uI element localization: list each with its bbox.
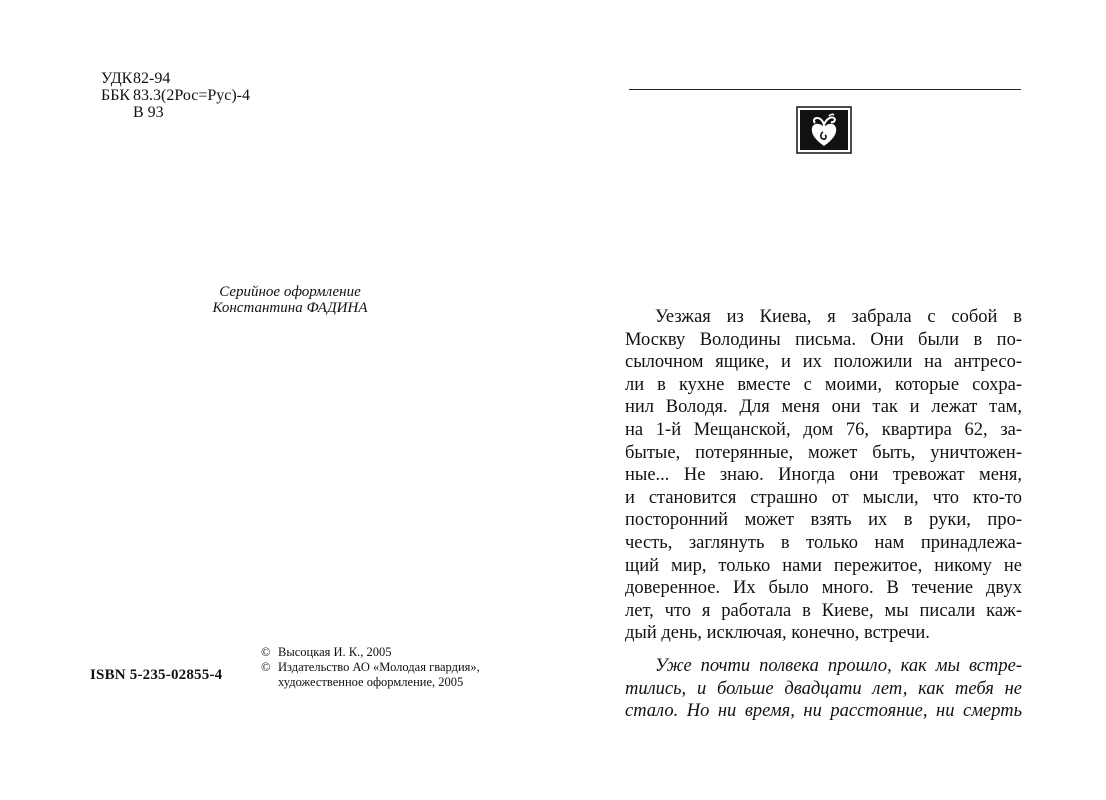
text-line: доверенное. Их было много. В течение двух: [625, 578, 1022, 599]
text-line: дый день, исключая, конечно, встречи.: [625, 623, 930, 644]
copyright-symbol: ©: [261, 645, 271, 659]
udk-row: [101, 70, 250, 87]
text-line: лет, что я работала в Киеве, мы писали каж-: [625, 600, 1022, 621]
classification-codes: [101, 70, 250, 121]
author-mark-label: [101, 104, 133, 121]
text-line: посторонний может взять их в руки, про-: [625, 510, 1022, 531]
series-line-1: Серийное оформление: [219, 284, 361, 300]
series-design-credit: [200, 284, 380, 316]
text-line: ные... Не знаю. Иногда они тревожат меня,: [625, 465, 1022, 486]
bbk-value: 83.3(2Рос=Рус)-4: [133, 87, 251, 104]
copyright-row-2: [261, 660, 480, 675]
copyright-block: [261, 645, 480, 690]
italic-line: Уже почти полвека прошло, как мы встре-: [655, 656, 1022, 676]
copyright-publisher: Издательство АО «Молодая гвардия»,: [278, 660, 480, 674]
text-line: ли в кухне вместе с моими, которые сохра-: [625, 374, 1022, 395]
text-line: Москву Володины письма. Они были в по-: [625, 329, 1022, 350]
italic-paragraph: [625, 655, 1022, 723]
bbk-row: [101, 87, 250, 104]
udk-value: 82-94: [133, 70, 171, 87]
copyright-author: Высоцкая И. К., 2005: [278, 645, 392, 659]
text-line: честь, заглянуть в только нам принадлежа-: [625, 532, 1022, 553]
udk-label: УДК: [101, 70, 133, 87]
top-rule-divider: [629, 89, 1021, 90]
text-line: бытые, потерянные, может быть, уничтожен-: [625, 442, 1022, 463]
copyright-symbol: ©: [261, 660, 271, 674]
isbn: ISBN 5-235-02855-4: [90, 667, 223, 683]
copyright-row-1: [261, 645, 480, 660]
author-mark-value: В 93: [133, 104, 164, 121]
italic-line: тились, и больше двадцати лет, как тебя не: [625, 678, 1022, 699]
text-line: на 1-й Мещанской, дом 76, квартира 62, за-: [625, 419, 1022, 440]
text-line: нил Володя. Для меня они так и лежат там,: [625, 397, 1022, 418]
italic-line: стало. Но ни время, ни расстояние, ни смерть: [625, 701, 1022, 722]
text-line: Уезжая из Киева, я забрала с собой в: [655, 307, 1022, 327]
author-mark-row: [101, 104, 250, 121]
text-line: сылочном ящике, и их положили на антресо-: [625, 352, 1022, 373]
text-line: и становится страшно от мысли, что кто-то: [625, 487, 1022, 508]
bbk-label: ББК: [101, 87, 131, 104]
copyright-design-line: художественное оформление, 2005: [278, 675, 464, 689]
text-line: щий мир, только нами пережитое, никому не: [625, 555, 1022, 576]
main-paragraph: [625, 306, 1022, 645]
series-line-2: Константина ФАДИНА: [212, 300, 368, 316]
heart-bird-emblem-icon: [796, 106, 852, 154]
